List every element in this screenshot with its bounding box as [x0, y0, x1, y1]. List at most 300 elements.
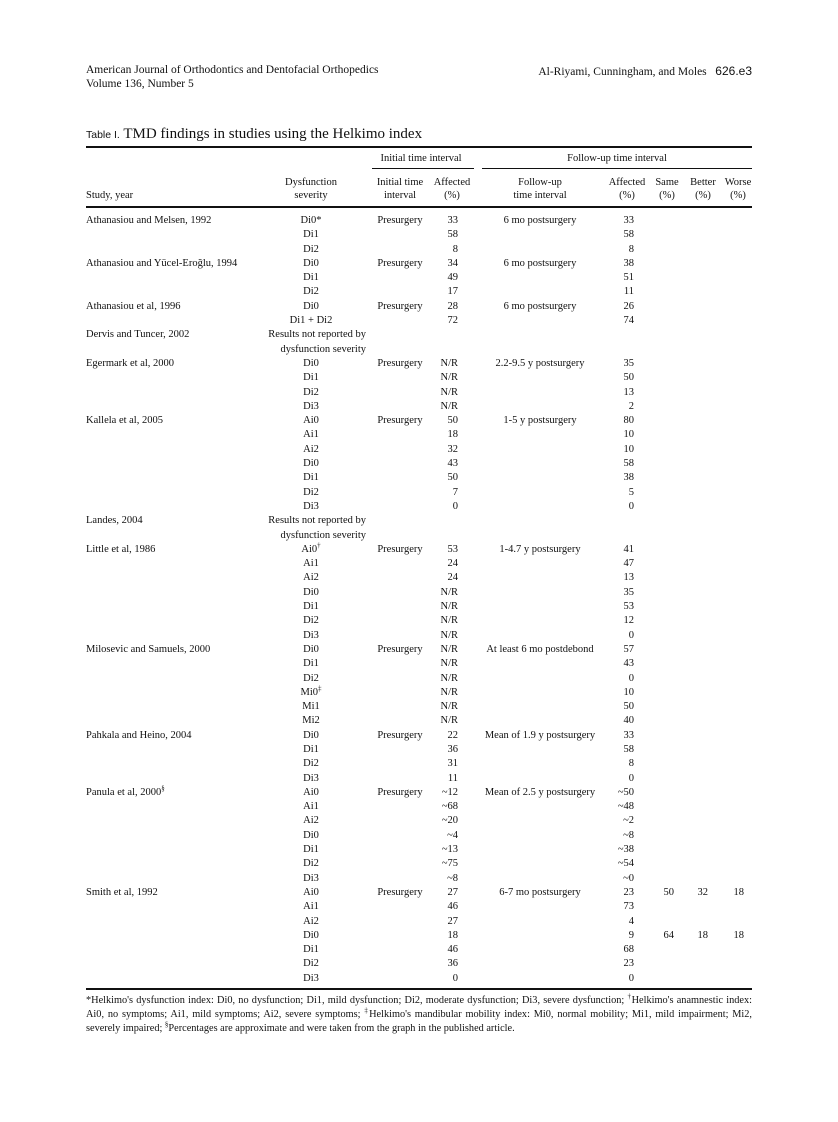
note-cell — [230, 529, 366, 543]
followup-affected-cell — [596, 228, 634, 242]
table-row — [0, 371, 838, 385]
severity-cell — [266, 285, 356, 299]
severity-cell — [266, 643, 356, 657]
footnote-mark: § — [161, 784, 165, 793]
group-rule-initial — [372, 168, 474, 169]
severity-cell — [266, 843, 356, 857]
severity-cell-text: Di3 — [303, 972, 319, 984]
note-cell — [230, 343, 366, 357]
severity-cell — [266, 586, 356, 600]
table-row — [0, 271, 838, 285]
severity-cell-text: Ai2 — [303, 915, 319, 927]
table-row — [0, 314, 838, 328]
affected-cell-text: N/R — [440, 372, 458, 384]
severity-cell — [266, 886, 356, 900]
table-row — [0, 872, 838, 886]
header-rule — [86, 206, 752, 208]
affected-cell — [420, 457, 458, 471]
affected-cell-text: N/R — [440, 629, 458, 641]
table-row — [0, 943, 838, 957]
followup-affected-cell-text: 23 — [623, 958, 634, 970]
severity-cell-text: Ai0 — [303, 886, 319, 898]
table-row — [0, 672, 838, 686]
severity-cell — [266, 257, 356, 271]
severity-cell-text: Di2 — [303, 758, 319, 770]
col-header-line: interval — [383, 190, 417, 201]
severity-cell — [266, 600, 356, 614]
followup-affected-cell-text: ~0 — [623, 872, 634, 884]
followup-time-cell — [470, 543, 610, 557]
followup-affected-cell-text: 35 — [623, 357, 634, 369]
followup-affected-cell — [596, 600, 634, 614]
affected-cell-text: N/R — [440, 386, 458, 398]
followup-affected-cell-text: 51 — [623, 272, 634, 284]
severity-cell-text: Ai1 — [303, 429, 319, 441]
followup-affected-cell — [596, 457, 634, 471]
followup-affected-cell-text: 10 — [623, 429, 634, 441]
table-row — [0, 700, 838, 714]
affected-cell-text: 34 — [447, 257, 458, 269]
study-cell-text: Egermark et al, 2000 — [86, 357, 175, 369]
severity-cell-text: Di0 — [303, 829, 319, 841]
study-cell-text: Landes, 2004 — [86, 515, 143, 527]
table-row — [0, 843, 838, 857]
affected-cell-text: 36 — [447, 743, 458, 755]
table-row — [0, 643, 838, 657]
severity-cell — [266, 915, 356, 929]
table-label: Table I. — [86, 129, 120, 141]
followup-affected-cell-text: 0 — [628, 500, 634, 512]
followup-time-cell — [470, 300, 610, 314]
followup-affected-cell — [596, 443, 634, 457]
severity-cell-text: Di0 — [303, 458, 319, 470]
table-row — [0, 529, 838, 543]
severity-cell — [266, 314, 356, 328]
footnote-text: Percentages are approximate and were taken from the graph in the published article. — [168, 1023, 515, 1034]
col-header-line: Affected — [433, 177, 471, 188]
followup-affected-cell — [596, 614, 634, 628]
severity-cell-text: Mi2 — [302, 715, 320, 727]
followup-affected-cell-text: 0 — [628, 972, 634, 984]
page-number: 626.e3 — [715, 64, 752, 78]
initial-time-cell-text: Presurgery — [377, 886, 423, 898]
followup-time-cell-text: Mean of 2.5 y postsurgery — [484, 786, 596, 798]
worse-cell-text: 18 — [733, 929, 744, 941]
initial-time-cell-text: Presurgery — [377, 357, 423, 369]
affected-cell — [420, 386, 458, 400]
severity-cell — [266, 629, 356, 643]
table-row — [0, 600, 838, 614]
affected-cell — [420, 314, 458, 328]
same-cell — [640, 929, 674, 943]
followup-affected-cell — [596, 257, 634, 271]
affected-cell — [420, 800, 458, 814]
followup-affected-cell-text: 0 — [628, 629, 634, 641]
affected-cell-text: 46 — [447, 944, 458, 956]
followup-affected-cell — [596, 371, 634, 385]
affected-cell — [420, 243, 458, 257]
followup-affected-cell — [596, 757, 634, 771]
affected-cell-text: N/R — [440, 715, 458, 727]
severity-cell-text: Di2 — [303, 858, 319, 870]
affected-cell — [420, 571, 458, 585]
severity-cell — [266, 814, 356, 828]
affected-cell-text: 53 — [447, 543, 458, 555]
affected-cell — [420, 743, 458, 757]
group-header-initial: Initial time interval — [380, 153, 462, 164]
affected-cell — [420, 929, 458, 943]
affected-cell-text: 17 — [447, 286, 458, 298]
followup-affected-cell — [596, 586, 634, 600]
followup-affected-cell-text: ~54 — [617, 858, 634, 870]
group-rule-followup — [482, 168, 752, 169]
affected-cell-text: 24 — [447, 572, 458, 584]
followup-affected-cell-text: 23 — [623, 886, 634, 898]
note-cell-text: dysfunction severity — [280, 529, 366, 541]
affected-cell-text: 7 — [452, 486, 458, 498]
affected-cell — [420, 686, 458, 700]
table-row — [0, 228, 838, 242]
table-row — [0, 714, 838, 728]
affected-cell-text: 50 — [447, 415, 458, 427]
worse-cell-text: 18 — [733, 886, 744, 898]
worse-cell — [710, 886, 744, 900]
severity-cell — [266, 743, 356, 757]
table-row — [0, 929, 838, 943]
table-row — [0, 486, 838, 500]
followup-affected-cell-text: 58 — [623, 743, 634, 755]
footnote-mark: ‡ — [364, 1006, 370, 1015]
severity-cell — [266, 357, 356, 371]
table-row — [0, 814, 838, 828]
affected-cell-text: 31 — [447, 758, 458, 770]
severity-cell-text: Di3 — [303, 872, 319, 884]
initial-time-cell-text: Presurgery — [377, 300, 423, 312]
followup-affected-cell — [596, 886, 634, 900]
followup-affected-cell — [596, 400, 634, 414]
table-title: TMD findings in studies using the Helkimo index — [123, 126, 423, 142]
followup-time-cell — [470, 214, 610, 228]
severity-cell — [266, 300, 356, 314]
affected-cell-text: ~75 — [441, 858, 458, 870]
affected-cell — [420, 886, 458, 900]
footnote-text: Helkimo's mandibular mobility index: Mi0, normal mobility; Mi1, mild impairment; Mi2, severely impaired; — [86, 1009, 752, 1034]
followup-affected-cell-text: 4 — [628, 915, 634, 927]
followup-time-cell-text: 6 mo postsurgery — [503, 257, 577, 269]
followup-affected-cell — [596, 629, 634, 643]
table-row — [0, 400, 838, 414]
same-cell — [640, 886, 674, 900]
severity-cell — [266, 443, 356, 457]
col-header-line: (%) — [659, 190, 675, 201]
severity-cell-text: Mi1 — [302, 701, 320, 713]
study-cell — [86, 543, 155, 557]
study-cell-text: Dervis and Tuncer, 2002 — [86, 329, 190, 341]
severity-cell — [266, 829, 356, 843]
initial-time-cell-text: Presurgery — [377, 643, 423, 655]
followup-affected-cell-text: 68 — [623, 944, 634, 956]
followup-affected-cell-text: 41 — [623, 543, 634, 555]
followup-affected-cell — [596, 657, 634, 671]
affected-cell — [420, 557, 458, 571]
severity-cell-text: Di0 — [303, 643, 319, 655]
severity-cell-text: Di0 — [303, 300, 319, 312]
followup-affected-cell — [596, 800, 634, 814]
table-row — [0, 443, 838, 457]
table-row — [0, 772, 838, 786]
table-row — [0, 514, 838, 528]
table-row — [0, 743, 838, 757]
affected-cell-text: ~68 — [441, 801, 458, 813]
severity-cell — [266, 557, 356, 571]
followup-affected-cell-text: 80 — [623, 415, 634, 427]
severity-cell-text: Ai0 — [303, 786, 319, 798]
affected-cell-text: N/R — [440, 400, 458, 412]
followup-affected-cell-text: 50 — [623, 372, 634, 384]
severity-cell-text: Di1 — [303, 658, 319, 670]
top-rule — [86, 146, 752, 148]
initial-time-cell-text: Presurgery — [377, 543, 423, 555]
col-header-line: Worse — [724, 177, 752, 188]
table-row — [0, 357, 838, 371]
severity-cell — [266, 900, 356, 914]
footnote-mark: † — [317, 541, 321, 550]
severity-cell-text: Di2 — [303, 486, 319, 498]
study-cell — [86, 729, 192, 743]
affected-cell — [420, 786, 458, 800]
study-cell-text: Smith et al, 1992 — [86, 886, 158, 898]
affected-cell — [420, 428, 458, 442]
affected-cell-text: ~8 — [447, 872, 458, 884]
affected-cell-text: 46 — [447, 901, 458, 913]
severity-cell-text: Di1 — [303, 844, 319, 856]
severity-cell-text: Di1 — [303, 601, 319, 613]
col-header-line: severity — [294, 190, 328, 201]
severity-cell — [266, 614, 356, 628]
severity-cell-text: Di0 — [303, 586, 319, 598]
table-row — [0, 900, 838, 914]
affected-cell — [420, 543, 458, 557]
affected-cell — [420, 757, 458, 771]
followup-affected-cell — [596, 814, 634, 828]
severity-cell-text: Ai1 — [303, 801, 319, 813]
table-row — [0, 629, 838, 643]
table-row — [0, 729, 838, 743]
severity-cell-text: Ai2 — [303, 815, 319, 827]
col-header-affected — [430, 176, 474, 202]
affected-cell — [420, 285, 458, 299]
study-cell — [86, 886, 158, 900]
affected-cell — [420, 729, 458, 743]
followup-affected-cell-text: ~8 — [623, 829, 634, 841]
better-cell — [674, 886, 708, 900]
severity-cell — [266, 214, 356, 228]
followup-affected-cell-text: 8 — [628, 243, 634, 255]
severity-cell — [266, 857, 356, 871]
followup-time-cell — [470, 357, 610, 371]
affected-cell-text: N/R — [440, 658, 458, 670]
followup-affected-cell-text: 35 — [623, 586, 634, 598]
followup-affected-cell-text: 38 — [623, 472, 634, 484]
study-cell-text: Athanasiou and Melsen, 1992 — [86, 215, 212, 226]
followup-affected-cell — [596, 557, 634, 571]
table-row — [0, 857, 838, 871]
severity-cell — [266, 772, 356, 786]
table-row — [0, 972, 838, 986]
table-row — [0, 386, 838, 400]
severity-cell — [266, 428, 356, 442]
severity-cell — [266, 400, 356, 414]
col-header-line: (%) — [730, 190, 746, 201]
table-row — [0, 957, 838, 971]
affected-cell — [420, 600, 458, 614]
followup-affected-cell — [596, 972, 634, 986]
affected-cell — [420, 614, 458, 628]
severity-cell — [266, 943, 356, 957]
severity-cell — [266, 243, 356, 257]
severity-cell — [266, 371, 356, 385]
followup-affected-cell — [596, 829, 634, 843]
followup-time-cell-text: 6 mo postsurgery — [503, 300, 577, 312]
severity-cell — [266, 386, 356, 400]
affected-cell — [420, 672, 458, 686]
study-cell-text: Kallela et al, 2005 — [86, 415, 163, 427]
affected-cell-text: 49 — [447, 272, 458, 284]
followup-affected-cell-text: 38 — [623, 257, 634, 269]
affected-cell-text: N/R — [440, 615, 458, 627]
followup-affected-cell — [596, 957, 634, 971]
severity-cell-text: Ai2 — [303, 443, 319, 455]
better-cell-text: 32 — [697, 886, 708, 898]
followup-affected-cell — [596, 214, 634, 228]
affected-cell — [420, 900, 458, 914]
affected-cell — [420, 957, 458, 971]
affected-cell-text: N/R — [440, 686, 458, 698]
affected-cell-text: ~20 — [441, 815, 458, 827]
affected-cell-text: 8 — [452, 243, 458, 255]
footnote-text: *Helkimo's dysfunction index: Di0, no dysfunction; Di1, mild dysfunction; Di2, moderate dysfunction; Di3, severe dysfunction; — [86, 995, 628, 1006]
followup-affected-cell — [596, 285, 634, 299]
followup-time-cell-text: 2.2-9.5 y postsurgery — [495, 357, 585, 369]
col-header-line: Initial time — [376, 177, 424, 188]
affected-cell — [420, 915, 458, 929]
severity-cell — [266, 686, 356, 700]
followup-time-cell-text: 6 mo postsurgery — [503, 215, 577, 226]
followup-affected-cell — [596, 386, 634, 400]
followup-affected-cell-text: 10 — [623, 686, 634, 698]
affected-cell-text: 0 — [452, 972, 458, 984]
followup-affected-cell — [596, 743, 634, 757]
affected-cell — [420, 214, 458, 228]
followup-time-cell — [470, 414, 610, 428]
followup-affected-cell-text: 8 — [628, 758, 634, 770]
followup-time-cell-text: Mean of 1.9 y postsurgery — [484, 729, 596, 741]
affected-cell-text: 22 — [447, 729, 458, 741]
affected-cell-text: N/R — [440, 672, 458, 684]
table-caption — [86, 126, 422, 143]
followup-time-cell — [470, 257, 610, 271]
followup-affected-cell — [596, 543, 634, 557]
followup-time-cell-text: At least 6 mo postdebond — [486, 643, 594, 655]
table-row — [0, 571, 838, 585]
severity-cell-text: Di0* — [300, 215, 322, 226]
followup-affected-cell — [596, 843, 634, 857]
affected-cell — [420, 486, 458, 500]
severity-cell — [266, 657, 356, 671]
affected-cell-text: 24 — [447, 558, 458, 570]
severity-cell — [266, 672, 356, 686]
affected-cell — [420, 629, 458, 643]
followup-affected-cell-text: ~38 — [617, 844, 634, 856]
severity-cell-text: Di1 + Di2 — [289, 315, 333, 327]
journal-volume: Volume 136, Number 5 — [86, 78, 194, 90]
severity-cell-text: Di1 — [303, 944, 319, 956]
severity-cell — [266, 957, 356, 971]
followup-affected-cell — [596, 314, 634, 328]
followup-affected-cell — [596, 500, 634, 514]
affected-cell-text: 33 — [447, 215, 458, 226]
affected-cell-text: 32 — [447, 443, 458, 455]
affected-cell — [420, 772, 458, 786]
initial-time-cell-text: Presurgery — [377, 215, 423, 226]
table-row — [0, 285, 838, 299]
table-row — [0, 500, 838, 514]
followup-affected-cell — [596, 857, 634, 871]
col-header-line: Follow-up — [518, 177, 562, 188]
followup-time-cell — [470, 886, 610, 900]
better-cell — [674, 929, 708, 943]
followup-affected-cell-text: 9 — [628, 929, 634, 941]
severity-cell-text: Ai2 — [303, 572, 319, 584]
severity-cell — [266, 414, 356, 428]
severity-cell — [266, 228, 356, 242]
table-row — [0, 586, 838, 600]
table-row — [0, 428, 838, 442]
affected-cell — [420, 972, 458, 986]
followup-time-cell-text: 1-5 y postsurgery — [503, 415, 577, 427]
same-cell-text: 50 — [663, 886, 674, 898]
followup-affected-cell-text: 2 — [628, 400, 634, 412]
severity-cell-text: Di0 — [303, 929, 319, 941]
followup-affected-cell-text: ~50 — [617, 786, 634, 798]
followup-affected-cell-text: 33 — [623, 729, 634, 741]
table-row — [0, 457, 838, 471]
followup-affected-cell — [596, 414, 634, 428]
severity-cell-text: Di2 — [303, 958, 319, 970]
table-footnote — [86, 994, 752, 1036]
affected-cell — [420, 700, 458, 714]
followup-affected-cell-text: 40 — [623, 715, 634, 727]
affected-cell — [420, 843, 458, 857]
followup-affected-cell — [596, 915, 634, 929]
severity-cell-text: Di3 — [303, 772, 319, 784]
severity-cell-text: Ai0 — [301, 543, 318, 555]
affected-cell — [420, 586, 458, 600]
table-row — [0, 686, 838, 700]
note-cell — [230, 514, 366, 528]
followup-affected-cell — [596, 471, 634, 485]
affected-cell — [420, 357, 458, 371]
severity-cell — [266, 929, 356, 943]
affected-cell — [420, 857, 458, 871]
severity-cell-text: Di2 — [303, 386, 319, 398]
severity-cell-text: Ai1 — [303, 901, 319, 913]
note-cell-text: Results not reported by — [268, 515, 366, 527]
followup-affected-cell-text: 58 — [623, 229, 634, 241]
table-row — [0, 243, 838, 257]
table-row — [0, 414, 838, 428]
affected-cell — [420, 829, 458, 843]
